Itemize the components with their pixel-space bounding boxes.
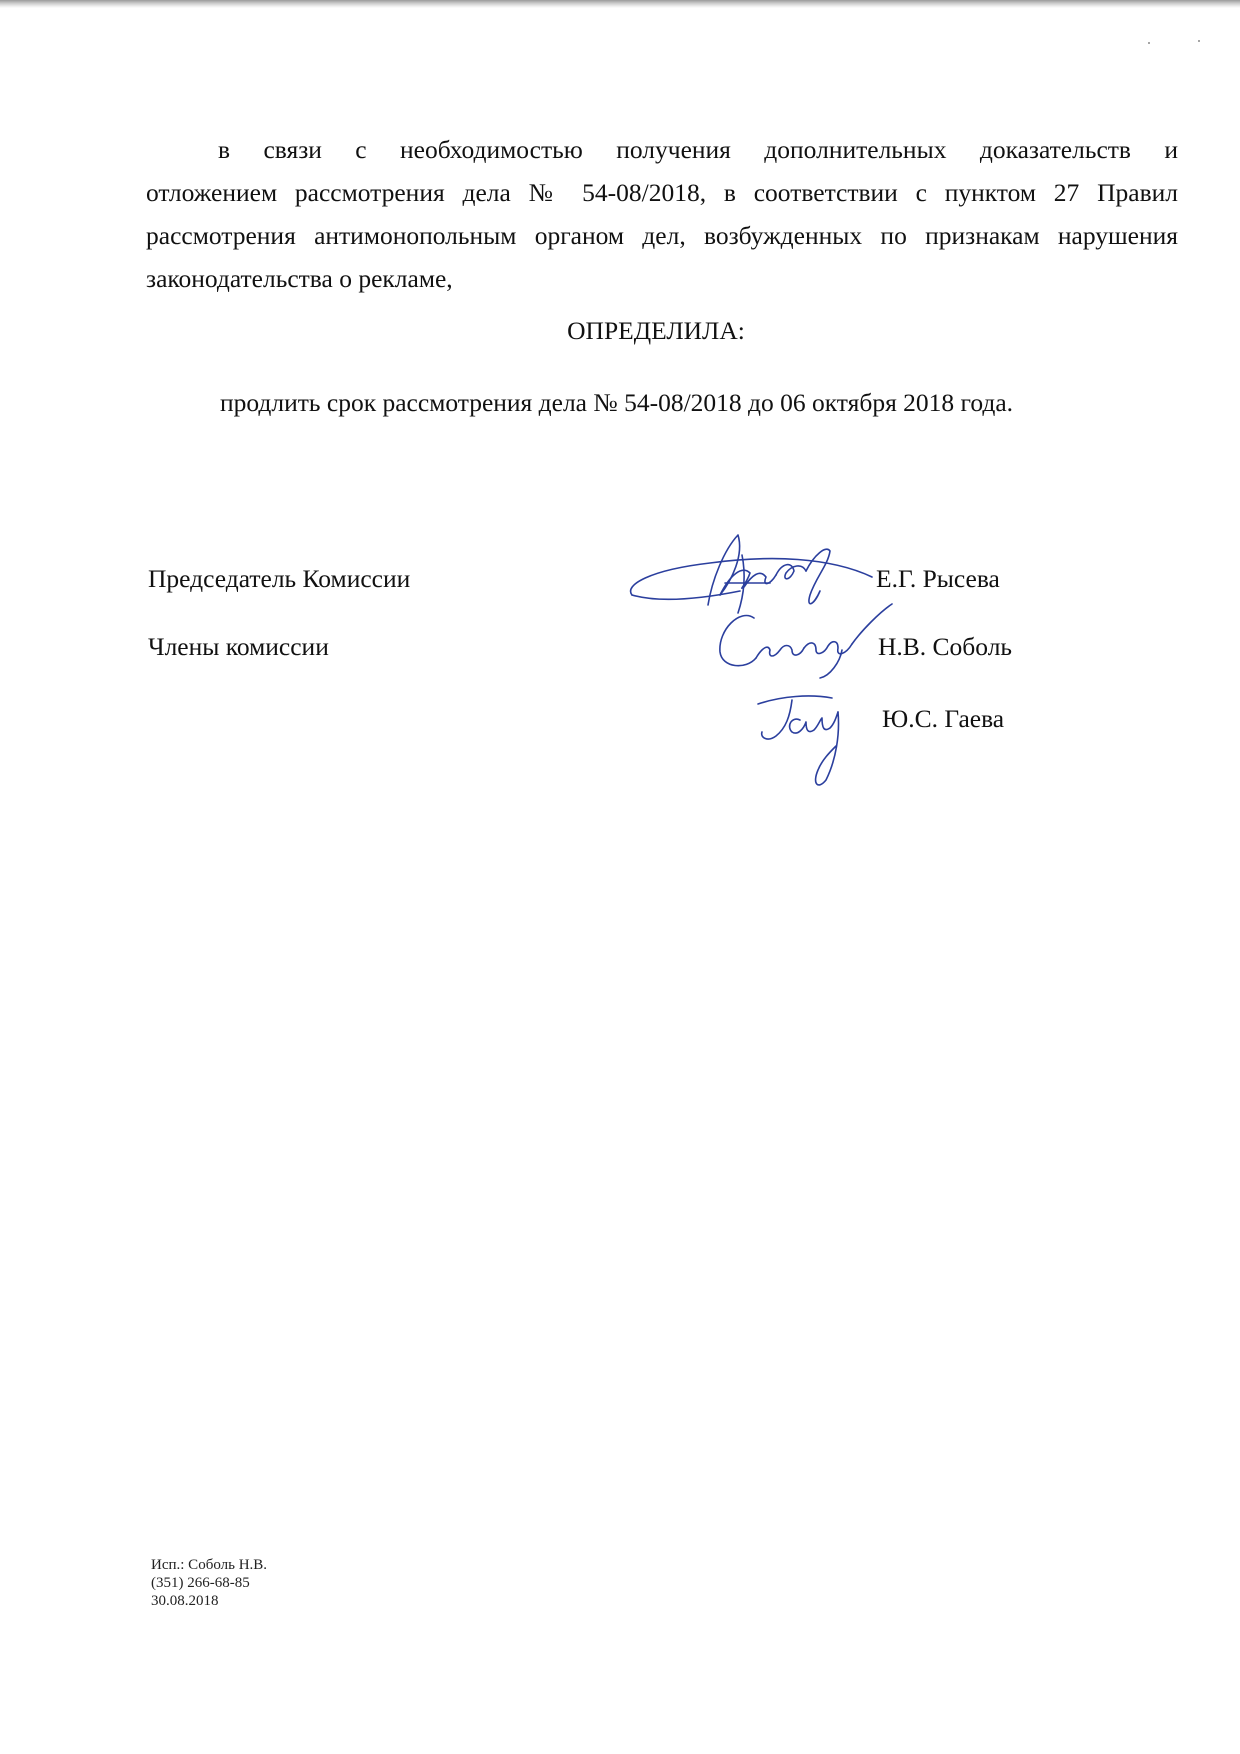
decision-text: продлить срок рассмотрения дела № 54-08/2018 до 06 октября 2018 года. [220,388,1014,417]
member-name: Н.В. Соболь [878,632,1013,661]
chairman-label: Председатель Комиссии [148,564,411,593]
scan-speck [1198,40,1200,42]
paragraph-line: отложением рассмотрения дела № 54-08/2018, в соответствии с пунктом 27 Правил [146,178,1178,207]
scan-speck [1148,42,1150,44]
decision-heading: ОПРЕДЕЛИЛА: [567,316,745,345]
paragraph-line: законодательства о рекламе, [146,264,453,293]
member-signature [752,690,862,790]
scan-top-edge [0,0,1240,8]
members-label: Члены комиссии [148,632,329,661]
body-paragraph [146,128,1178,300]
executor-name: Исп.: Соболь Н.В. [151,1557,268,1573]
paragraph-line: рассмотрения антимонопольным органом дел, возбужденных по признакам нарушения [146,221,1178,250]
document-date: 30.08.2018 [151,1593,219,1609]
paragraph-line: в связи с необходимостью получения дополнительных доказательств и [218,135,1178,164]
executor-phone: (351) 266-68-85 [151,1575,250,1591]
member-signature [712,600,902,680]
executor-footer [151,1556,267,1610]
chairman-name: Е.Г. Рысева [876,564,1000,593]
member-name: Ю.С. Гаева [882,704,1005,733]
